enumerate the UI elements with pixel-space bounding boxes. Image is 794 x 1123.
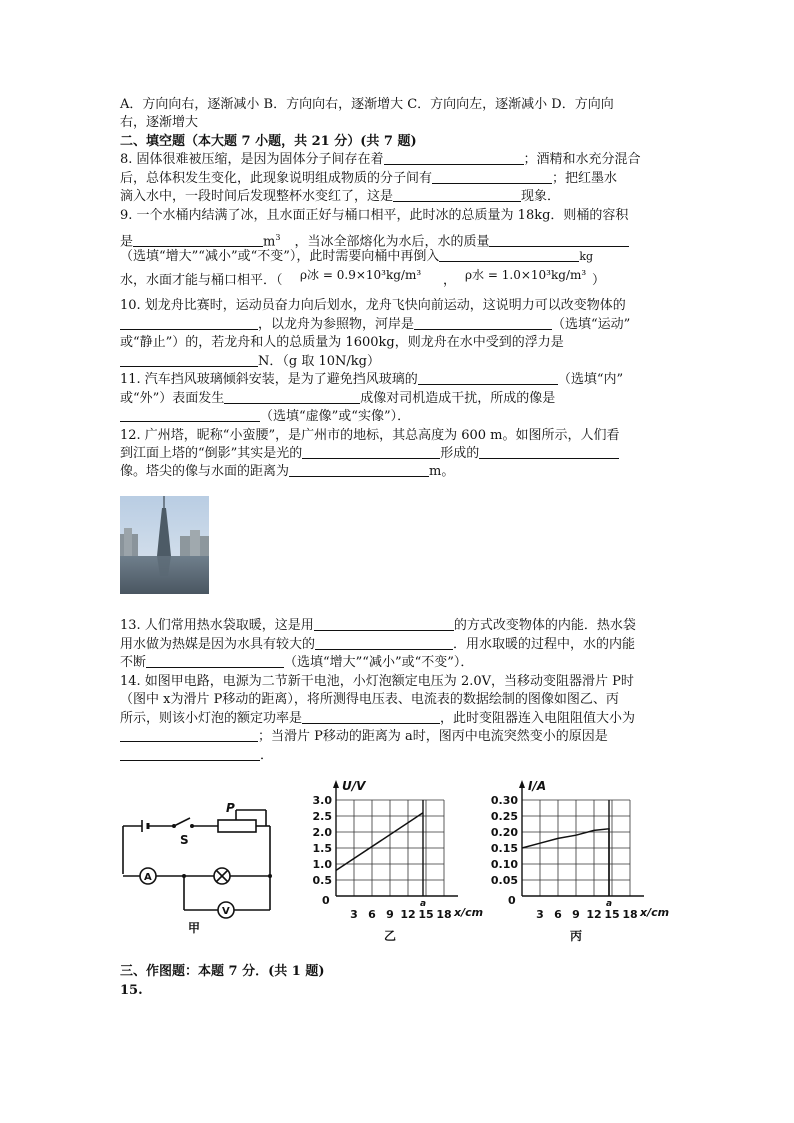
q14-line5: ． xyxy=(120,747,273,765)
y-tick-label: 0.30 xyxy=(490,794,518,807)
q9-line4: 水，水面才能与桶口相平．（ xyxy=(120,273,283,288)
q13-line1: 13. 人们常用热水袋取暖，这是用 的方式改变物体的内能．热水袋 xyxy=(120,618,636,633)
x-tick-label: 9 xyxy=(572,908,580,921)
chart-caption: 乙 xyxy=(384,929,397,943)
q10-blank3[interactable] xyxy=(120,353,258,367)
q11-line1: 11. 汽车挡风玻璃倾斜安装，是为了避免挡风玻璃的 （选填“内” xyxy=(120,372,624,387)
label-a: A xyxy=(144,872,152,883)
y-tick-label: 1.5 xyxy=(312,842,332,855)
x-tick-label: 6 xyxy=(368,908,376,921)
q8-blank3[interactable] xyxy=(393,188,521,202)
q7-options-line1: A．方向向右，逐渐减小 B．方向向右，逐渐增大 C．方向向左，逐渐减小 D．方向向 xyxy=(120,97,614,112)
q14-blank2[interactable] xyxy=(120,728,258,742)
chart-yi-voltage xyxy=(296,770,484,943)
x-tick-label: 15 xyxy=(604,908,620,921)
caption-jia: 甲 xyxy=(188,921,201,935)
q9-blank1[interactable] xyxy=(133,233,263,247)
y-tick-label: 2.0 xyxy=(312,826,332,839)
label-v: V xyxy=(222,906,230,917)
y-tick-label: 0.25 xyxy=(490,810,518,823)
q9-line1: 9. 一个水桶内结满了冰，且水面正好与桶口相平，此时冰的总质量为 18kg．则桶的容积 xyxy=(120,208,629,223)
y-tick-label: 0.20 xyxy=(490,826,518,839)
y-tick-label: 0.05 xyxy=(490,874,518,887)
q9-blank3[interactable] xyxy=(439,248,579,262)
q11-blank1[interactable] xyxy=(418,371,558,385)
series-line xyxy=(336,813,423,871)
q13-blank2[interactable] xyxy=(315,636,453,650)
y-tick-label: 0.10 xyxy=(490,858,518,871)
x-tick-label: 3 xyxy=(350,908,358,921)
q8-line3: 滴入水中，一段时间后发现整杯水变红了，这是 现象． xyxy=(120,189,561,204)
q11-blank2[interactable] xyxy=(224,390,360,404)
y-tick-label: 0.15 xyxy=(490,842,518,855)
q10-line4: N．（g 取 10N/kg） xyxy=(120,353,380,371)
x-tick-label: 18 xyxy=(436,908,452,921)
x-tick-label: 12 xyxy=(400,908,416,921)
canton-tower-photo xyxy=(120,496,209,594)
q14-line2: （图中 x为滑片 P移动的距离），将所测得电压表、电流表的数据绘制的图像如图乙、丙 xyxy=(120,692,619,707)
q8-blank1[interactable] xyxy=(384,151,524,165)
q14-blank3[interactable] xyxy=(120,747,260,761)
x-tick-label: 9 xyxy=(386,908,394,921)
q13-line3: 不断 （选填“增大”“减小”或“不变”）． xyxy=(120,655,474,670)
rho-ice-formula: ρ冰 = 0.9×10³kg/m³ xyxy=(300,268,422,282)
q14-line4: ；当滑片 P移动的距离为 a时，图丙中电流突然变小的原因是 xyxy=(120,728,608,746)
x-tick-label: 6 xyxy=(554,908,562,921)
q12-line1: 12. 广州塔，昵称“小蛮腰”，是广州市的地标，其总高度为 600 m。如图所示，人们看 xyxy=(120,428,620,443)
q14-blank1[interactable] xyxy=(302,710,440,724)
label-s: S xyxy=(180,833,189,847)
x-tick-label: 18 xyxy=(622,908,638,921)
chart-caption: 丙 xyxy=(570,929,583,943)
q13-line2: 用水做为热媒是因为水具有较大的 ．用水取暖的过程中，水的内能 xyxy=(120,637,636,652)
q11-line2: 或“外”）表面发生 成像对司机造成干扰，所成的像是 xyxy=(120,391,556,406)
series-line xyxy=(522,829,609,896)
y-tick-label: 1.0 xyxy=(312,858,332,871)
rheostat xyxy=(218,820,256,832)
x-axis-label: x/cm xyxy=(454,906,484,919)
section3-title: 三、作图题：本题 7 分．(共 1 题) xyxy=(120,964,325,979)
a-label: a xyxy=(606,899,613,909)
q9-line2: 是 $m^3$ ，当冰全部熔化为水后，水的质量 xyxy=(120,229,629,251)
section2-title: 二、填空题（本大题 7 小题，共 21 分）(共 7 题) xyxy=(120,134,417,149)
y-axis-label: I/A xyxy=(528,779,547,793)
q12-blank1[interactable] xyxy=(302,445,440,459)
q12-blank3[interactable] xyxy=(289,463,429,477)
q8-line2: 后，总体积发生变化，此现象说明组成物质的分子间有 ；把红墨水 xyxy=(120,171,618,186)
q10-line3: 或“静止”）的，若龙舟和人的总质量为 1600kg，则龙舟在水中受到的浮力是 xyxy=(120,335,564,350)
a-label: a xyxy=(420,899,427,909)
q7-options-line2: 右，逐渐增大 xyxy=(120,115,199,130)
y-axis-arrow xyxy=(333,780,339,788)
q13-blank3[interactable] xyxy=(146,654,284,668)
rho-water-formula: ρ水 = 1.0×10³kg/m³ xyxy=(465,268,587,282)
q14-line3: 所示，则该小灯泡的额定功率是 ，此时变阻器连入电阻阻值大小为 xyxy=(120,711,636,726)
y-axis-label: U/V xyxy=(342,779,366,793)
x-axis-label: x/cm xyxy=(640,906,670,919)
y-tick-label: 2.5 xyxy=(312,810,332,823)
origin-label: 0 xyxy=(322,894,330,907)
q11-line3: （选填“虚像”或“实像”）． xyxy=(120,408,410,426)
q10-blank1[interactable] xyxy=(120,316,258,330)
x-tick-label: 15 xyxy=(418,908,434,921)
y-tick-label: 0.5 xyxy=(312,874,332,887)
q12-blank2[interactable] xyxy=(479,445,619,459)
q14-line1: 14. 如图甲电路，电源为二节新干电池，小灯泡额定电压为 2.0V，当移动变阻器滑片 P时 xyxy=(120,674,634,689)
x-tick-label: 3 xyxy=(536,908,544,921)
q9-comma: ， xyxy=(443,273,457,288)
origin-label: 0 xyxy=(508,894,516,907)
q8-line1: 8. 固体很难被压缩，是因为固体分子间存在着 ；酒精和水充分混合 xyxy=(120,152,641,167)
x-tick-label: 12 xyxy=(586,908,602,921)
q12-line3: 像。塔尖的像与水面的距离为 m。 xyxy=(120,464,455,479)
label-p: P xyxy=(226,801,235,815)
q9-close: ） xyxy=(592,273,606,288)
switch-blade xyxy=(174,818,190,826)
q13-blank1[interactable] xyxy=(314,617,454,631)
q9-blank2[interactable] xyxy=(489,233,629,247)
q9-line3: （选填“增大”“减小”或“不变”），此时需要向桶中再倒入 kg xyxy=(120,249,594,264)
q15-number: 15. xyxy=(120,983,143,998)
circuit-diagram xyxy=(118,796,278,938)
q12-line2: 到江面上塔的“倒影”其实是光的 形成的 xyxy=(120,445,619,463)
q8-blank2[interactable] xyxy=(432,170,552,184)
q10-blank2[interactable] xyxy=(414,316,552,330)
q11-blank3[interactable] xyxy=(120,408,260,422)
y-tick-label: 3.0 xyxy=(312,794,332,807)
chart-bing-current xyxy=(478,770,668,942)
y-axis-arrow xyxy=(519,780,525,788)
q10-line2: ，以龙舟为参照物，河岸是 （选填“运动” xyxy=(120,316,630,334)
q10-line1: 10. 划龙舟比赛时，运动员奋力向后划水，龙舟飞快向前运动，这说明力可以改变物体的 xyxy=(120,298,626,313)
